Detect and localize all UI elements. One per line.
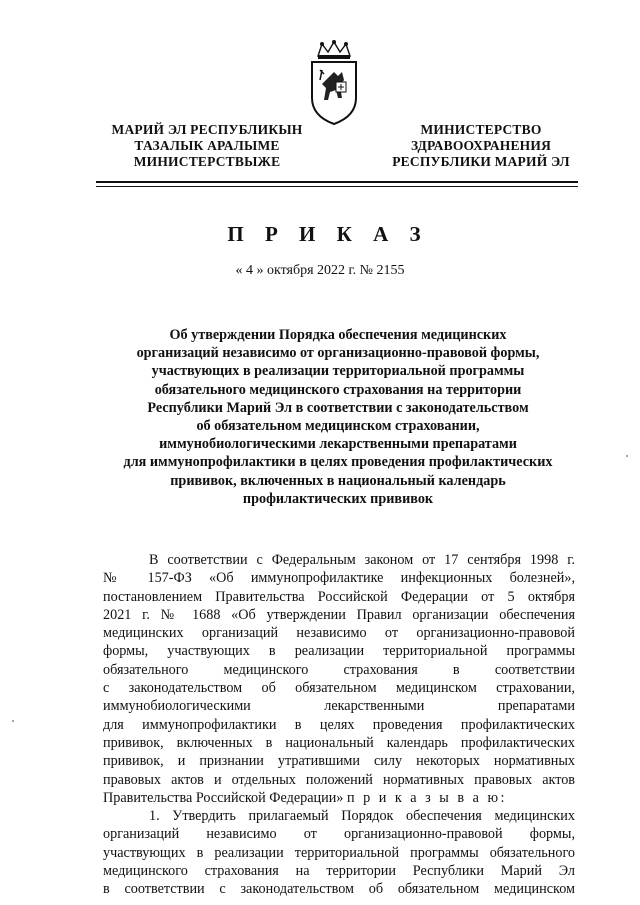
order-body bbox=[103, 551, 575, 899]
header-right-line-2: ЗДРАВООХРАНЕНИЯ bbox=[410, 138, 552, 153]
subject-line: прививок, включенных в национальный календарь bbox=[170, 472, 506, 489]
header-left-line-2: ТАЗАЛЫК АРАЛЫМЕ bbox=[134, 138, 280, 153]
body-line: В соответствии с Федеральным законом от 17 сентября 1998 г. bbox=[149, 552, 575, 568]
body-line: постановлением Правительства Российской Федерации от 5 октября bbox=[103, 588, 575, 605]
scan-speck bbox=[626, 455, 628, 457]
header-left-marigian bbox=[92, 122, 322, 170]
body-line: для иммунопрофилактики в целях проведения профилактических bbox=[103, 716, 575, 733]
body-line: обязательного медицинского страхования в соответствии bbox=[103, 661, 575, 678]
scan-speck bbox=[12, 720, 14, 722]
header-divider-thin bbox=[96, 186, 578, 187]
header-left-line-1: МАРИЙ ЭЛ РЕСПУБЛИКЫН bbox=[111, 122, 303, 137]
body-line: иммунобиологическими лекарственными препаратами bbox=[103, 698, 575, 715]
body-line: медицинских организаций независимо от организационно-правовой bbox=[103, 625, 575, 642]
subject-line: иммунобиологическими лекарственными препаратами bbox=[159, 436, 517, 453]
body-line: организаций независимо от организационно-правовой формы, bbox=[103, 826, 575, 843]
header-right-line-3: РЕСПУБЛИКИ МАРИЙ ЭЛ bbox=[392, 154, 570, 169]
body-line: № 157-ФЗ «Об иммунопрофилактике инфекционных болезней», bbox=[103, 570, 575, 587]
subject-line: обязательного медицинского страхования на территории bbox=[154, 381, 522, 398]
body-line: прививок, включенных в национальный календарь профилактических bbox=[103, 734, 575, 751]
header-left-line-3: МИНИСТЕРСТВЫЖЕ bbox=[133, 154, 281, 169]
subject-line: организаций независимо от организационно-правовой формы, bbox=[136, 345, 540, 362]
body-line: формы, участвующих в реализации территориальной программы bbox=[103, 643, 575, 660]
body-line: прививок, и признании утратившими силу некоторых нормативных bbox=[103, 753, 575, 770]
order-subject bbox=[100, 326, 576, 508]
subject-line: Республики Марий Эл в соответствии с законодательством bbox=[147, 399, 529, 416]
decree-verb: п р и к а з ы в а ю: bbox=[346, 789, 508, 806]
header-right-russian bbox=[372, 122, 590, 170]
body-line: 1. Утвердить прилагаемый Порядок обеспечения медицинских bbox=[149, 808, 575, 825]
order-date-number: « 4 » октября 2022 г. № 2155 bbox=[235, 263, 405, 278]
body-line: медицинского страхования на территории Республики Марий Эл bbox=[103, 863, 575, 880]
header-right-line-1: МИНИСТЕРСТВО bbox=[420, 122, 542, 137]
body-line-decree bbox=[103, 789, 575, 807]
subject-line: профилактических прививок bbox=[242, 490, 434, 507]
coat-of-arms-emblem bbox=[298, 38, 370, 128]
body-line: с законодательством об обязательном медицинском страховании, bbox=[103, 680, 575, 697]
subject-line: об обязательном медицинском страховании, bbox=[196, 418, 480, 435]
body-line: в соответствии с законодательством об обязательном медицинском bbox=[103, 881, 575, 898]
body-line: правовых актов и отдельных положений нормативных правовых актов bbox=[103, 771, 575, 788]
header-divider-thick bbox=[96, 181, 578, 183]
subject-line: Об утверждении Порядка обеспечения медицинских bbox=[169, 327, 507, 343]
decree-prefix: Правительства Российской Федерации» bbox=[103, 789, 344, 806]
order-title: П Р И К А З bbox=[227, 222, 429, 246]
body-line: 2021 г. № 1688 «Об утверждении Правил организации обеспечения bbox=[103, 606, 575, 623]
body-line: участвующих в реализации территориальной программы обязательного bbox=[103, 844, 575, 861]
subject-line: участвующих в реализации территориальной программы bbox=[151, 363, 525, 380]
subject-line: для иммунопрофилактики в целях проведения профилактических bbox=[123, 454, 553, 471]
